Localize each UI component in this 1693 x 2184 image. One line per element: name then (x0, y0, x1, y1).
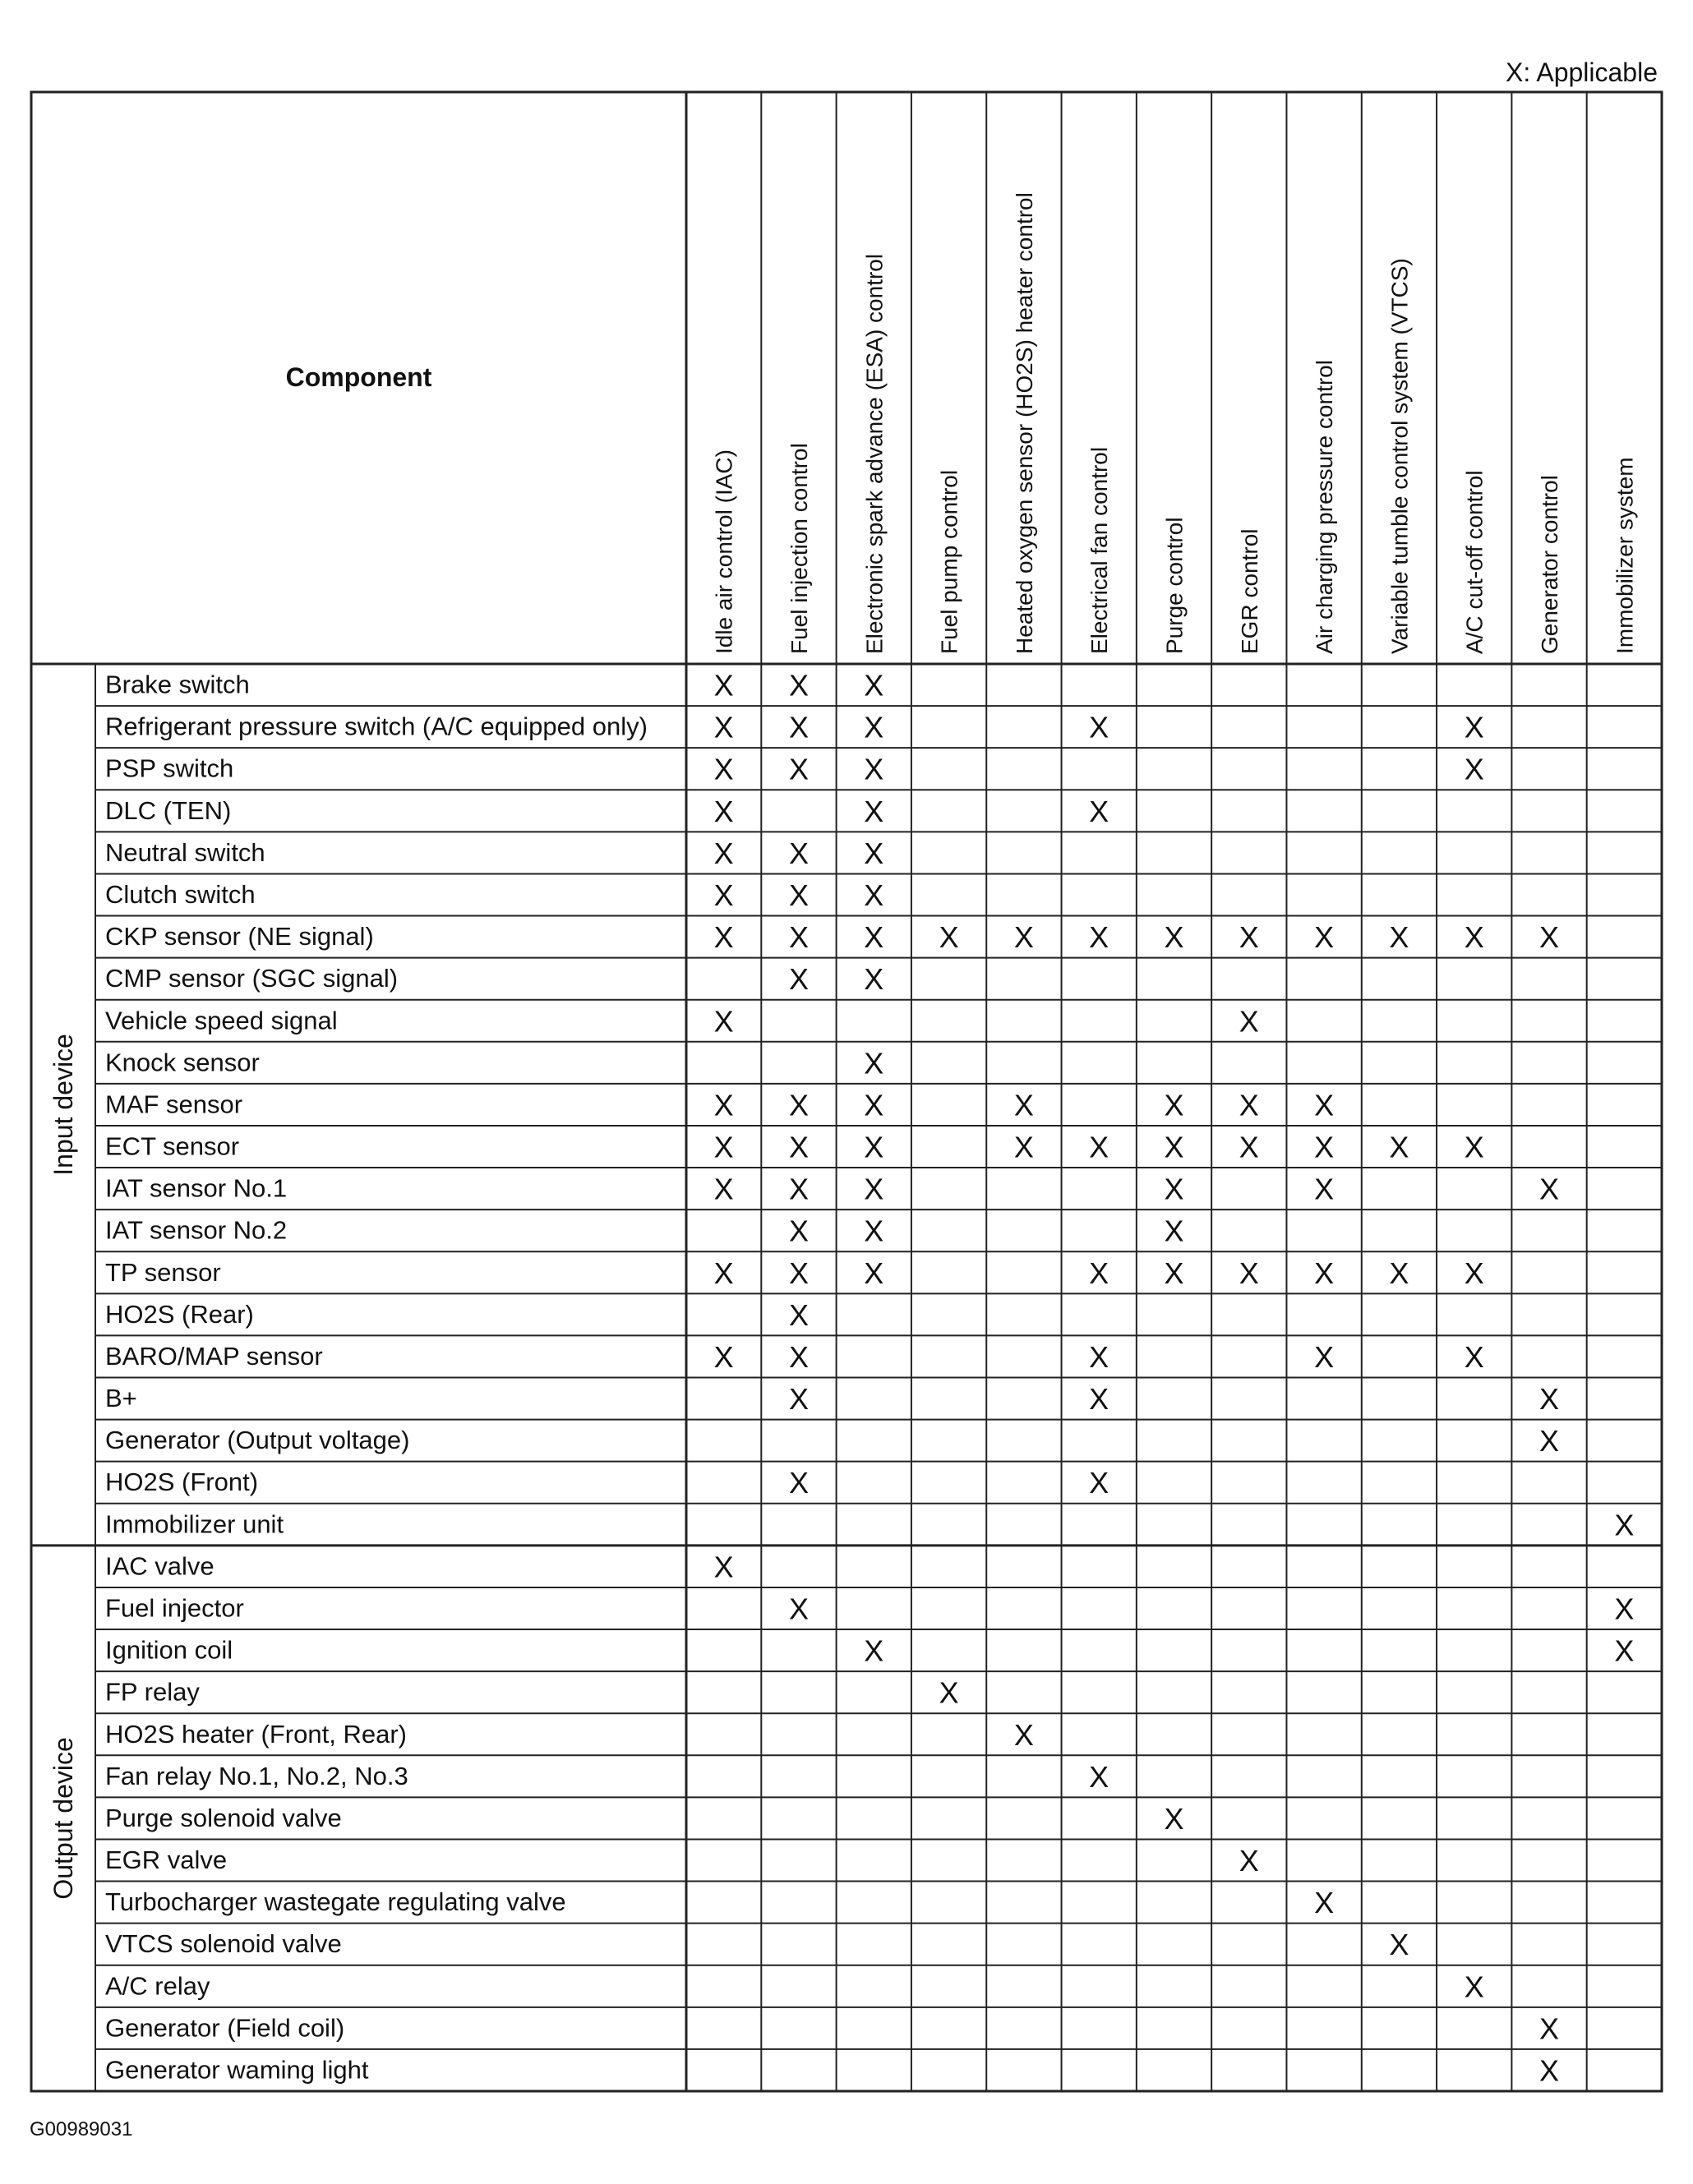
applicable-mark: X (788, 962, 809, 997)
applicable-mark: X (788, 1130, 809, 1164)
applicable-mark: X (788, 710, 809, 744)
applicable-mark: X (1314, 920, 1335, 955)
applicable-mark: X (788, 1297, 809, 1332)
applicable-mark: X (788, 668, 809, 703)
applicable-mark: X (713, 1088, 734, 1122)
applicable-mark: X (1464, 1339, 1484, 1374)
applicable-mark: X (1464, 752, 1484, 786)
column-header: Electronic spark advance (ESA) control (861, 253, 888, 654)
applicable-mark: X (1464, 1130, 1484, 1164)
applicable-mark: X (1464, 710, 1484, 744)
applicable-mark: X (788, 1339, 809, 1374)
applicable-mark: X (1539, 2011, 1560, 2046)
figure-code: G00989031 (30, 2118, 133, 2140)
legend-applicable: X: Applicable (1505, 58, 1658, 87)
table-frame (31, 92, 1662, 2091)
column-header: Heated oxygen sensor (HO2S) heater control (1011, 192, 1037, 654)
applicable-mark: X (1089, 1130, 1109, 1164)
applicable-mark: X (864, 794, 884, 828)
applicable-mark: X (1013, 1130, 1034, 1164)
component-name: IAT sensor No.1 (105, 1173, 288, 1203)
applicable-mark: X (1089, 794, 1109, 828)
applicable-mark: X (788, 752, 809, 786)
applicable-mark: X (713, 1004, 734, 1039)
component-name: TP sensor (105, 1257, 221, 1287)
applicable-mark: X (864, 1633, 884, 1668)
applicable-mark: X (864, 1130, 884, 1164)
component-name: Generator (Field coil) (105, 2013, 345, 2043)
applicable-mark: X (939, 920, 959, 955)
applicable-mark: X (864, 962, 884, 997)
applicable-mark: X (864, 1172, 884, 1206)
applicable-mark: X (1013, 1717, 1034, 1752)
component-name: EGR valve (105, 1845, 228, 1875)
applicable-mark: X (1389, 920, 1409, 955)
component-name: Vehicle speed signal (105, 1006, 338, 1035)
component-name: HO2S heater (Front, Rear) (105, 1719, 407, 1749)
component-name: CKP sensor (NE signal) (105, 922, 374, 951)
component-name: Generator (Output voltage) (105, 1426, 410, 1455)
applicable-mark: X (1164, 1130, 1184, 1164)
applicable-mark: X (713, 878, 734, 912)
applicable-mark: X (1239, 1844, 1259, 1878)
applicable-mark: X (1464, 1256, 1484, 1290)
column-header: Fuel pump control (936, 469, 962, 654)
applicable-mark: X (788, 1088, 809, 1122)
applicable-mark: X (1314, 1088, 1335, 1122)
applicable-mark: X (713, 1339, 734, 1374)
component-name: HO2S (Front) (105, 1468, 259, 1497)
applicable-mark: X (713, 920, 734, 955)
component-name: MAF sensor (105, 1090, 243, 1119)
applicable-mark: X (864, 836, 884, 870)
applicable-mark: X (1314, 1130, 1335, 1164)
component-name: Clutch switch (105, 879, 256, 909)
applicable-mark: X (1089, 920, 1109, 955)
applicable-mark: X (788, 920, 809, 955)
component-name: Generator waming light (105, 2055, 369, 2085)
component-name: Knock sensor (105, 1048, 260, 1077)
applicable-mark: X (864, 1046, 884, 1080)
column-header: Idle air control (IAC) (711, 449, 737, 654)
applicable-mark: X (1089, 1759, 1109, 1794)
applicable-mark: X (1239, 1256, 1259, 1290)
column-header: EGR control (1236, 528, 1262, 654)
applicable-mark: X (1239, 920, 1259, 955)
applicable-mark: X (1539, 920, 1560, 955)
applicable-mark: X (788, 1466, 809, 1500)
applicable-mark: X (713, 752, 734, 786)
applicable-mark: X (1389, 1130, 1409, 1164)
applicable-mark: X (864, 878, 884, 912)
applicable-mark: X (1539, 2053, 1560, 2088)
applicable-mark: X (1464, 920, 1484, 955)
applicable-mark: X (1539, 1382, 1560, 1417)
column-header: Immobilizer system (1612, 457, 1638, 654)
applicable-mark: X (788, 1256, 809, 1290)
applicable-mark: X (1164, 1088, 1184, 1122)
component-name: ECT sensor (105, 1131, 240, 1161)
applicable-mark: X (788, 878, 809, 912)
component-name: FP relay (105, 1677, 200, 1707)
applicable-mark: X (864, 1214, 884, 1248)
column-header: Electrical fan control (1086, 446, 1113, 654)
component-name: Ignition coil (105, 1635, 233, 1665)
component-name: IAC valve (105, 1551, 215, 1581)
component-name: B+ (105, 1384, 137, 1413)
applicable-mark: X (788, 1382, 809, 1417)
applicable-mark: X (713, 836, 734, 870)
applicable-mark: X (1239, 1088, 1259, 1122)
applicable-mark: X (788, 1214, 809, 1248)
component-name: Neutral switch (105, 837, 265, 867)
component-name: Refrigerant pressure switch (A/C equipped only) (105, 712, 648, 741)
applicable-mark: X (1314, 1256, 1335, 1290)
applicable-mark: X (713, 710, 734, 744)
applicable-mark: X (864, 710, 884, 744)
applicable-mark: X (788, 1592, 809, 1626)
applicable-mark: X (1389, 1928, 1409, 1962)
applicable-mark: X (864, 1256, 884, 1290)
applicable-mark: X (1164, 920, 1184, 955)
component-name: Turbocharger wastegate regulating valve (105, 1887, 566, 1917)
applicable-mark: X (1013, 1088, 1034, 1122)
applicable-mark: X (864, 668, 884, 703)
applicable-mark: X (1089, 1339, 1109, 1374)
component-name: Fuel injector (105, 1593, 244, 1623)
applicable-mark: X (1089, 1382, 1109, 1417)
component-name: IAT sensor No.2 (105, 1215, 288, 1245)
component-name: Fan relay No.1, No.2, No.3 (105, 1761, 408, 1790)
component-name: Immobilizer unit (105, 1509, 284, 1539)
applicable-mark: X (1164, 1256, 1184, 1290)
applicable-mark: X (1464, 1970, 1484, 2004)
applicable-mark: X (864, 1088, 884, 1122)
component-name: Brake switch (105, 670, 250, 699)
applicable-mark: X (1164, 1214, 1184, 1248)
applicable-mark: X (1164, 1172, 1184, 1206)
applicable-mark: X (713, 1130, 734, 1164)
group-label: Input device (48, 1034, 78, 1176)
component-name: HO2S (Rear) (105, 1299, 254, 1329)
applicable-mark: X (939, 1675, 959, 1710)
applicable-mark: X (864, 752, 884, 786)
applicable-mark: X (1164, 1801, 1184, 1836)
component-name: PSP switch (105, 753, 234, 783)
applicable-mark: X (1239, 1004, 1259, 1039)
column-header: Variable tumble control system (VTCS) (1386, 258, 1413, 654)
applicable-mark: X (1614, 1592, 1635, 1626)
column-header: A/C cut-off control (1461, 470, 1488, 654)
column-header: Purge control (1161, 517, 1188, 654)
applicable-mark: X (788, 1172, 809, 1206)
component-name: BARO/MAP sensor (105, 1341, 323, 1371)
applicable-mark: X (1314, 1886, 1335, 1920)
applicable-mark: X (713, 794, 734, 828)
applicable-mark: X (713, 1550, 734, 1584)
applicable-mark: X (864, 920, 884, 955)
applicable-mark: X (788, 836, 809, 870)
applicable-mark: X (1539, 1172, 1560, 1206)
component-name: A/C relay (105, 1971, 210, 2001)
applicable-mark: X (1539, 1424, 1560, 1458)
component-name: Purge solenoid valve (105, 1803, 342, 1832)
component-name: CMP sensor (SGC signal) (105, 964, 399, 993)
applicable-mark: X (1089, 1466, 1109, 1500)
component-name: VTCS solenoid valve (105, 1929, 342, 1959)
applicable-mark: X (1614, 1508, 1635, 1542)
column-header: Generator control (1537, 475, 1563, 654)
applicable-mark: X (713, 1172, 734, 1206)
applicable-mark: X (1089, 710, 1109, 744)
applicable-mark: X (713, 668, 734, 703)
applicable-mark: X (1314, 1172, 1335, 1206)
column-header: Fuel injection control (786, 443, 812, 654)
applicable-mark: X (1089, 1256, 1109, 1290)
component-name: DLC (TEN) (105, 795, 232, 825)
applicable-mark: X (1614, 1633, 1635, 1668)
applicable-mark: X (1013, 920, 1034, 955)
applicable-mark: X (1239, 1130, 1259, 1164)
component-header: Component (285, 362, 432, 392)
applicable-mark: X (713, 1256, 734, 1290)
column-header: Air charging pressure control (1312, 360, 1338, 654)
applicable-mark: X (1389, 1256, 1409, 1290)
applicable-mark: X (1314, 1339, 1335, 1374)
group-label: Output device (48, 1737, 78, 1900)
